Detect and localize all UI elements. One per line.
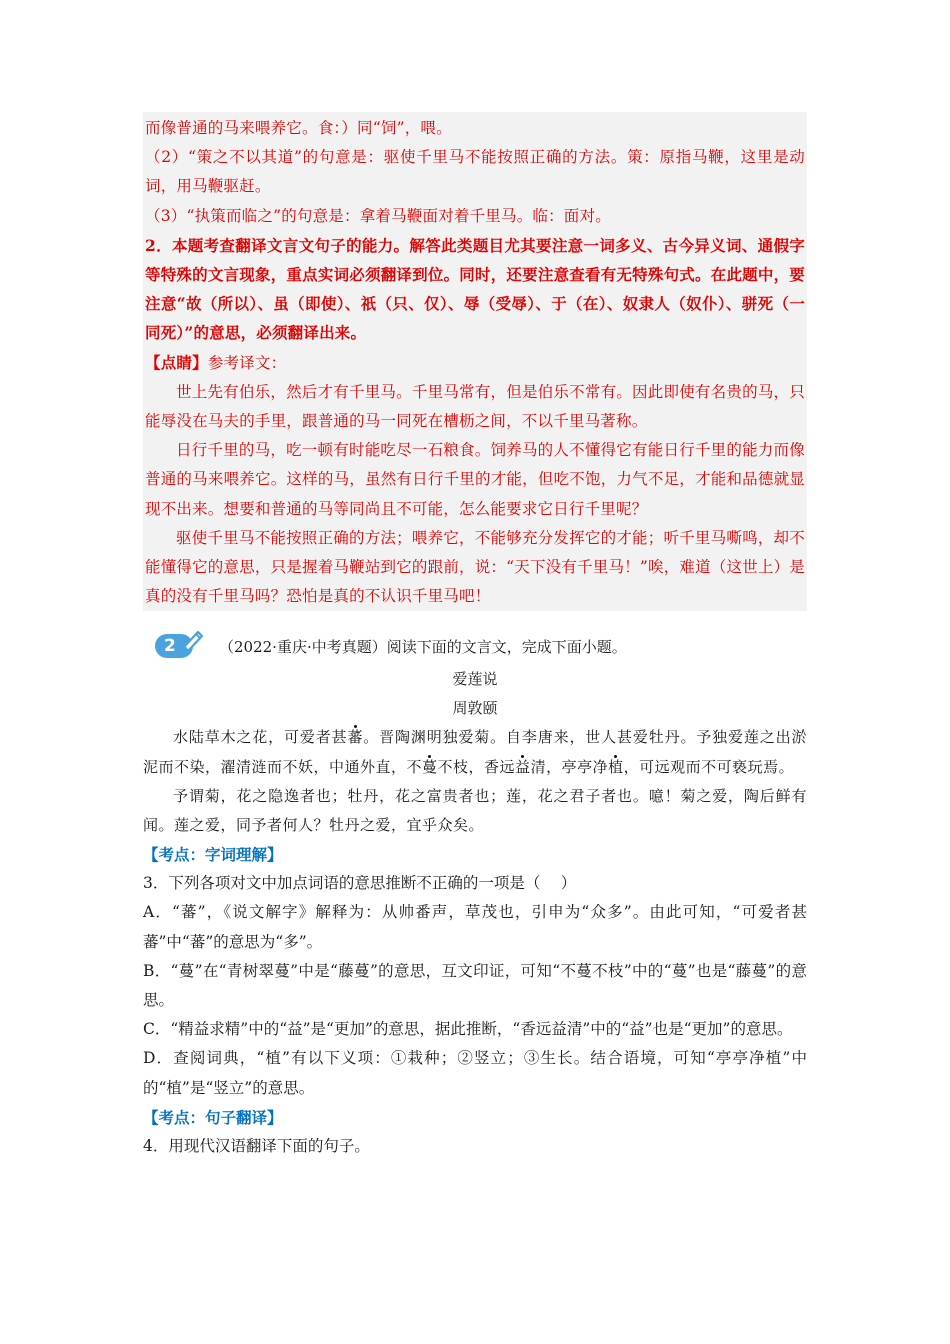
question-source: （2022·重庆·中考真题）阅读下面的文言文，完成下面小题。	[219, 637, 627, 656]
passage-text: 清，亭亭净	[530, 757, 609, 776]
kaodian-sentence-translation: 【考点：句子翻译】	[143, 1107, 283, 1127]
option-a: A．“蕃”，《说文解字》解释为：从帅番声，草茂也，引申为“众多”。由此可知，“可爱者甚蕃”中“蕃”的意思为“多”。	[143, 903, 807, 951]
passage-paragraph-1	[143, 723, 807, 781]
answer-line-1: 而像普通的马来喂养它。食：）同“饲”，喂。	[145, 119, 452, 137]
dianjing-label: 【点睛】	[145, 352, 208, 372]
passage-text: 水陆草木之花，可爱者甚	[173, 728, 348, 747]
option-c: C．“精益求精”中的“益”是“更加”的意思，据此推断，“香远益清”中的“益”也是“更加”的意思。	[143, 1020, 793, 1039]
dotted-word-fan: 蕃	[347, 728, 364, 747]
document-page	[143, 112, 807, 1161]
question-2-header	[143, 631, 807, 661]
answer-explanation-box	[143, 112, 807, 611]
question-4-stem: 4．用现代汉语翻译下面的句子。	[143, 1136, 370, 1155]
dotted-word-zhi: 植	[608, 757, 624, 776]
translation-paragraph-1: 世上先有伯乐，然后才有千里马。千里马常有，但是伯乐不常有。因此即使有名贵的马，只能辱没在马夫的手里，跟普通的马一同死在槽枥之间，不以千里马著称。	[145, 382, 805, 431]
passage-author: 周敦颐	[452, 699, 498, 718]
question-3-stem: 3．下列各项对文中加点词语的意思推断不正确的一项是（ ）	[143, 874, 577, 893]
translation-paragraph-3: 驱使千里马不能按照正确的方法；喂养它，不能够充分发挥它的才能；听千里马嘶鸣，却不能懂得它的意思，只是握着马鞭站到它的跟前，说：“天下没有千里马！”唉，难道（这世上）是真的没有千里马吗？恐怕是真的不认识千里马吧！	[145, 528, 805, 606]
passage-text: 。晋陶渊明独爱菊。自李唐来，世人甚爱牡丹。予独爱莲之出淤泥而不染，濯清涟而不妖，中通外直，不	[143, 728, 807, 776]
answer-line-4: 2．本题考查翻译文言文句子的能力。解答此类题目尤其要注意一词多义、古今异义词、通假字等特殊的文言现象，重点实词必须翻译到位。同时，还要注意查看有无特殊句式。在此题中，要注意“故（所以）、虽（即使）、祇（只、仅）、辱（受辱）、于（在）、奴隶人（奴仆）、骈死（一同死）”的意思，必须翻译出来。	[145, 235, 805, 343]
classical-passage	[143, 723, 807, 840]
option-b: B．“蔓”在“青树翠蔓”中是“藤蔓”的意思，互文印证，可知“不蔓不枝”中的“蔓”也是“藤蔓”的意思。	[143, 961, 807, 1010]
dotted-word-yi: 益	[515, 757, 531, 776]
answer-line-3: （3）“执策而临之”的句意是：拿着马鞭面对着千里马。临：面对。	[145, 206, 611, 225]
passage-title: 爱莲说	[452, 670, 498, 689]
question-3	[143, 869, 807, 1103]
passage-text: 不枝，香远	[437, 757, 516, 776]
question-4	[143, 1132, 807, 1161]
option-d: D．查阅词典，“植”有以下义项：①栽种；②竖立；③生长。结合语境，可知“亭亭净植”中的“植”是“竖立”的意思。	[143, 1049, 807, 1097]
translation-paragraph-2: 日行千里的马，吃一顿有时能吃尽一石粮食。饲养马的人不懂得它有能日行千里的能力而像普通的马来喂养它。这样的马，虽然有日行千里的才能，但吃不饱，力气不足，才能和品德就显现不出来。想要和普通的马等同尚且不可能，怎么能要求它日行千里呢？	[145, 441, 805, 518]
dianjing-text: 参考译文：	[207, 353, 287, 372]
kaodian-word-understanding: 【考点：字词理解】	[143, 845, 283, 865]
dotted-word-man: 蔓	[422, 757, 438, 776]
question-number-badge	[155, 634, 193, 658]
passage-paragraph-2: 予谓菊，花之隐逸者也；牡丹，花之富贵者也；莲，花之君子者也。噫！菊之爱，陶后鲜有闻。莲之爱，同予者何人？牡丹之爱，宜乎众矣。	[143, 786, 807, 835]
answer-line-2: （2）“策之不以其道”的句意是：驱使千里马不能按照正确的方法。策：原指马鞭，这里是动词，用马鞭驱赶。	[145, 148, 805, 196]
pencil-icon	[179, 628, 205, 658]
question-number: 2	[164, 636, 176, 657]
passage-text: ，可远观而不可亵玩焉。	[623, 757, 795, 776]
dianjing-line	[145, 348, 805, 378]
